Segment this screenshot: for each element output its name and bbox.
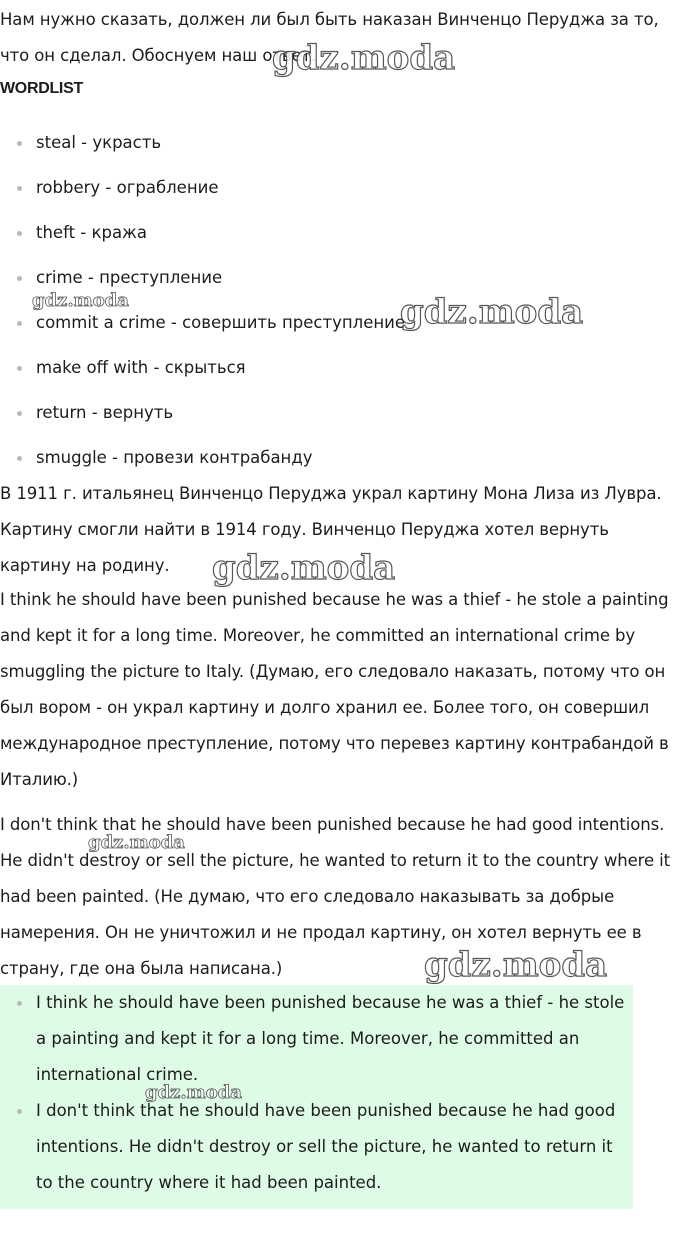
bullet-icon <box>17 231 22 236</box>
wordlist-item <box>0 350 405 395</box>
answer-item <box>0 1093 633 1201</box>
bullet-icon <box>17 456 22 461</box>
wordlist <box>0 125 405 485</box>
wordlist-item <box>0 260 405 305</box>
wordlist-item-text: smuggle - провези контрабанду <box>36 448 313 467</box>
watermark-logo: gdz.moda <box>424 945 608 985</box>
wordlist-item <box>0 170 405 215</box>
wordlist-item <box>0 305 405 350</box>
watermark-logo: gdz.moda <box>272 38 456 78</box>
opinion-paragraph-not-punished: I don't think that he should have been punished because he had good intentions. He didn't destroy or sell the picture, he wanted to return it to the country where it had been painted. (Не думаю, что его следовало наказывать за добрые намерения. Он не уничтожил и не продал картину, он хотел вернуть ее в страну, где она была написана.) <box>0 815 670 978</box>
bullet-icon <box>17 1001 22 1006</box>
wordlist-item-text: crime - преступление <box>36 268 223 287</box>
wordlist-item-text: return - вернуть <box>36 403 174 422</box>
wordlist-heading: WORDLIST <box>0 80 83 97</box>
bullet-icon <box>17 186 22 191</box>
wordlist-item-text: steal - украсть <box>36 133 162 152</box>
bullet-icon <box>17 411 22 416</box>
wordlist-item-text: make off with - скрыться <box>36 358 246 377</box>
answer-list <box>0 985 633 1201</box>
watermark-logo: gdz.moda <box>88 832 185 853</box>
bullet-icon <box>17 276 22 281</box>
story-paragraph: В 1911 г. итальянец Винченцо Перуджа украл картину Мона Лиза из Лувра. Картину смогли найти в 1914 году. Винченцо Перуджа хотел вернуть картину на родину. <box>0 484 662 575</box>
answer-item-text: I don't think that he should have been punished because he had good intentions. He didn't destroy or sell the picture, he wanted to return it to the country where it had been painted. <box>36 1101 616 1192</box>
wordlist-item-text: robbery - ограбление <box>36 178 219 197</box>
answer-box <box>0 985 633 1209</box>
watermark-logo: gdz.moda <box>145 1082 242 1103</box>
wordlist-item <box>0 215 405 260</box>
watermark-logo: gdz.moda <box>212 548 396 588</box>
wordlist-item-text: commit a crime - совершить преступление <box>36 313 406 332</box>
intro-paragraph: Нам нужно сказать, должен ли был быть наказан Винченцо Перуджа за то, что он сделал. Обоснуем наш ответ. <box>0 10 659 65</box>
watermark-logo: gdz.moda <box>400 292 584 332</box>
bullet-icon <box>17 321 22 326</box>
answer-item <box>0 985 633 1093</box>
bullet-icon <box>17 366 22 371</box>
answer-item-text: I think he should have been punished because he was a thief - he stole a painting and kept it for a long time. Moreover, he committed an international crime. <box>36 993 625 1084</box>
watermark-logo: gdz.moda <box>32 290 129 311</box>
bullet-icon <box>17 1109 22 1114</box>
wordlist-item <box>0 125 405 170</box>
wordlist-item <box>0 395 405 440</box>
wordlist-item-text: theft - кража <box>36 223 148 242</box>
bullet-icon <box>17 141 22 146</box>
opinion-paragraph-punished: I think he should have been punished because he was a thief - he stole a painting and kept it for a long time. Moreover, he committed an international crime by smuggling the picture to Italy. (Думаю, его следовало наказать, потому что он был вором - он украл картину и долго хранил ее. Более того, он совершил международное преступление, потому что перевез картину контрабандой в Италию.) <box>0 590 669 789</box>
